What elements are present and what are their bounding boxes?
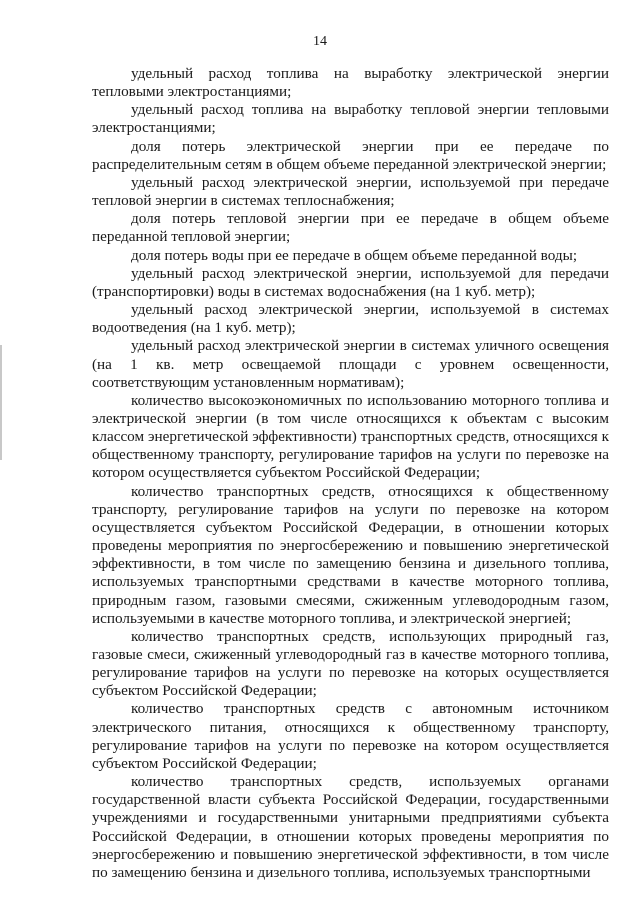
paragraph-heat-losses: доля потерь тепловой энергии при ее передаче в общем объеме переданной тепловой энергии; <box>92 210 609 246</box>
paragraph-heat-transfer-electricity: удельный расход электрической энергии, используемой при передаче тепловой энергии в системах теплоснабжения; <box>92 173 609 210</box>
paragraph-wastewater-electricity: удельный расход электрической энергии, используемой в системах водоотведения (на 1 куб. метр); <box>92 301 609 337</box>
scan-margin-mark <box>0 345 2 460</box>
document-body <box>92 65 609 882</box>
paragraph-gas-vehicles: количество транспортных средств, использующих природный газ, газовые смеси, сжиженный углеводородный газ в качестве моторного топлива, регулирование тарифов на услуги по перевозке на которых осуществляется субъектом Российской Федерации; <box>92 627 609 700</box>
page-number: 14 <box>313 34 327 49</box>
paragraph-fuel-thermal: удельный расход топлива на выработку тепловой энергии тепловыми электростанциями; <box>92 101 609 137</box>
paragraph-public-transport-measures: количество транспортных средств, относящихся к общественному транспорту, регулирование тарифов на услуги по перевозке на котором осуществляется субъектом Российской Федерации, в отношении которых проведены мероприятия по энергосбережению и повышению энергетической эффективности, в том числе по замещению бензина и дизельного топлива, используемых транспортными средствами в качестве моторного топлива, природным газом, газовыми смесями, сжиженным углеводородным газом, используемыми в качестве моторного топлива, и электрической энергией; <box>92 482 609 627</box>
paragraph-fuel-electric: удельный расход топлива на выработку электрической энергии тепловыми электростанциями; <box>92 65 609 101</box>
paragraph-water-losses: доля потерь воды при ее передаче в общем объеме переданной воды; <box>131 246 578 264</box>
paragraph-electric-losses: доля потерь электрической энергии при ее передаче по распределительным сетям в общем объеме переданной электрической энергии; <box>92 137 609 173</box>
paragraph-government-vehicles: количество транспортных средств, используемых органами государственной власти субъекта Российской Федерации, государственными учреждениями и государственными унитарными предприятиями субъекта Российской Федерации, в отношении которых проведены мероприятия по энергосбережению и повышению энергетической эффективности, в том числе по замещению бензина и дизельного топлива, используемых транспортными <box>92 773 609 881</box>
paragraph-water-supply-electricity: удельный расход электрической энергии, используемой для передачи (транспортировки) воды в системах водоснабжения (на 1 куб. метр); <box>92 264 609 300</box>
paragraph-autonomous-power-vehicles: количество транспортных средств с автономным источником электрического питания, относящихся к общественному транспорту, регулирование тарифов на услуги по перевозке на котором осуществляется субъектом Российской Федерации; <box>92 700 609 772</box>
paragraph-efficient-vehicles: количество высокоэкономичных по использованию моторного топлива и электрической энергии (в том числе относящихся к объектам с высоким классом энергетической эффективности) транспортных средств, относящихся к общественному транспорту, регулирование тарифов на услуги по перевозке на котором осуществляется субъектом Российской Федерации; <box>92 391 609 482</box>
paragraph-street-lighting: удельный расход электрической энергии в системах уличного освещения (на 1 кв. метр освещаемой площади с уровнем освещенности, соответствующим установленным нормативам); <box>92 337 609 391</box>
